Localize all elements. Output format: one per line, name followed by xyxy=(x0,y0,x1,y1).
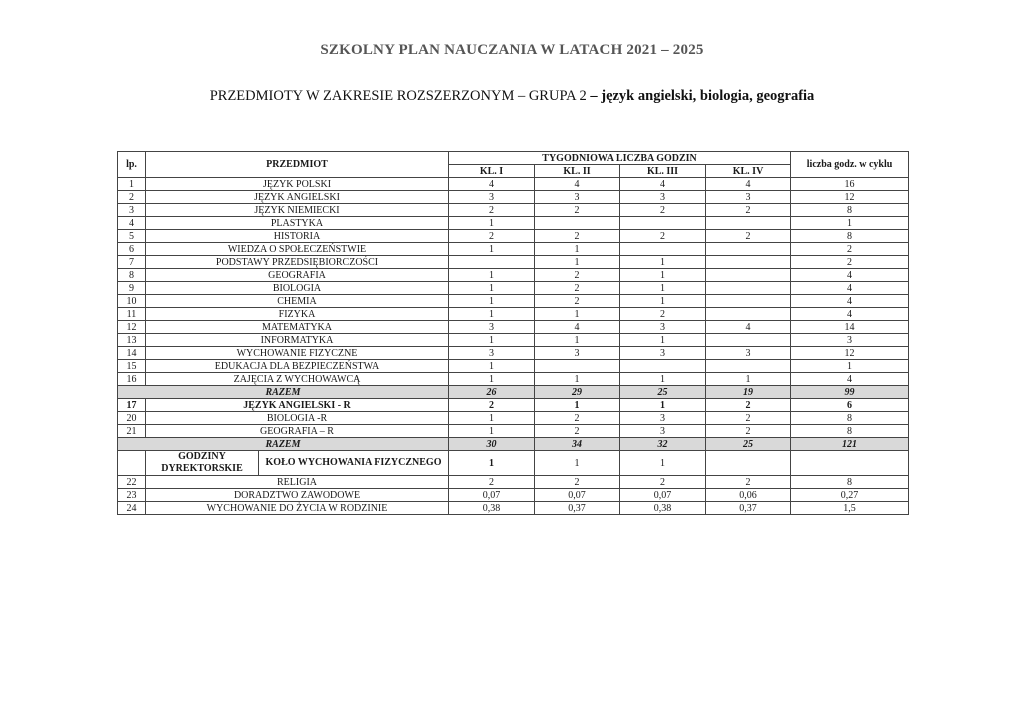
row-hours-k3: 1 xyxy=(620,334,706,347)
row-hours-k2: 1 xyxy=(535,243,620,256)
row-subject: RELIGIA xyxy=(146,476,449,489)
row-subject: CHEMIA xyxy=(146,295,449,308)
row-hours-k3: 1 xyxy=(620,399,706,412)
row-total: 1 xyxy=(791,217,909,230)
row-hours-k1: 2 xyxy=(449,204,535,217)
row-hours-k4: 2 xyxy=(706,399,791,412)
extended-row xyxy=(118,399,909,412)
row-subject: GEOGRAFIA xyxy=(146,269,449,282)
special-label-left xyxy=(118,451,146,476)
row-hours-k3: 0,07 xyxy=(620,489,706,502)
document-title: SZKOLNY PLAN NAUCZANIA W LATACH 2021 – 2025 xyxy=(320,42,704,58)
table-row xyxy=(118,476,909,489)
row-hours-k4 xyxy=(706,256,791,269)
row-hours-k3: 3 xyxy=(620,347,706,360)
row-total: 1 xyxy=(791,360,909,373)
row-subject: BIOLOGIA -R xyxy=(146,412,449,425)
header-subject: PRZEDMIOT xyxy=(146,152,449,178)
row-lp: 5 xyxy=(118,230,146,243)
row-lp: 15 xyxy=(118,360,146,373)
table-row xyxy=(118,282,909,295)
row-hours-k1: 1 xyxy=(449,334,535,347)
row-hours-k2: 2 xyxy=(535,295,620,308)
row-hours-k4: 19 xyxy=(706,386,791,399)
row-hours-k3: 2 xyxy=(620,230,706,243)
row-lp: 3 xyxy=(118,204,146,217)
row-hours-k1: 3 xyxy=(449,321,535,334)
row-hours-k1: 0,07 xyxy=(449,489,535,502)
table-row xyxy=(118,373,909,386)
plan-table xyxy=(117,151,909,515)
row-lp: 13 xyxy=(118,334,146,347)
row-hours-k1: 1 xyxy=(449,308,535,321)
row-hours-k1: 1 xyxy=(449,295,535,308)
row-hours-k4 xyxy=(706,334,791,347)
row-subject: JĘZYK POLSKI xyxy=(146,178,449,191)
row-hours-k1: 1 xyxy=(449,217,535,230)
row-subject: JĘZYK ANGIELSKI - R xyxy=(146,399,449,412)
special-label-directors: GODZINY DYREKTORSKIE xyxy=(161,451,243,474)
row-total: 8 xyxy=(791,425,909,438)
row-total: 4 xyxy=(791,269,909,282)
row-hours-k3: 2 xyxy=(620,476,706,489)
row-hours-k1: 0,38 xyxy=(449,502,535,515)
row-hours-k2: 1 xyxy=(535,308,620,321)
row-total: 8 xyxy=(791,204,909,217)
row-hours-k4: 2 xyxy=(706,204,791,217)
row-lp: 14 xyxy=(118,347,146,360)
row-hours-k2: 2 xyxy=(535,204,620,217)
table-row xyxy=(118,321,909,334)
row-total: 12 xyxy=(791,191,909,204)
row-total: 121 xyxy=(791,438,909,451)
row-lp: 23 xyxy=(118,489,146,502)
row-lp: 6 xyxy=(118,243,146,256)
table-row xyxy=(118,308,909,321)
row-hours-k4 xyxy=(706,295,791,308)
row-hours-k2 xyxy=(535,217,620,230)
header-total-hours: liczba godz. w cyklu xyxy=(791,152,909,178)
table-row xyxy=(118,347,909,360)
table-row xyxy=(118,334,909,347)
row-subject: JĘZYK NIEMIECKI xyxy=(146,204,449,217)
row-hours-k2: 1 xyxy=(535,373,620,386)
header-class-1: KL. I xyxy=(449,165,535,178)
row-hours-k3: 2 xyxy=(620,204,706,217)
row-hours-k1 xyxy=(449,256,535,269)
row-hours-k2: 2 xyxy=(535,230,620,243)
row-hours-k2: 3 xyxy=(535,191,620,204)
row-hours-k4 xyxy=(706,360,791,373)
table-row xyxy=(118,243,909,256)
header-class-3: KL. III xyxy=(620,165,706,178)
row-hours-k1: 26 xyxy=(449,386,535,399)
row-hours-k3: 1 xyxy=(620,295,706,308)
razem-label: RAZEM xyxy=(118,438,449,451)
row-total: 2 xyxy=(791,256,909,269)
row-hours-k3: 3 xyxy=(620,321,706,334)
row-total: 1,5 xyxy=(791,502,909,515)
row-hours-k3: 1 xyxy=(620,282,706,295)
row-subject: PODSTAWY PRZEDSIĘBIORCZOŚCI xyxy=(146,256,449,269)
row-lp: 24 xyxy=(118,502,146,515)
row-hours-k4: 4 xyxy=(706,178,791,191)
header-weekly-hours: TYGODNIOWA LICZBA GODZIN xyxy=(449,152,791,165)
row-total: 0,27 xyxy=(791,489,909,502)
row-total: 4 xyxy=(791,373,909,386)
row-lp: 2 xyxy=(118,191,146,204)
row-hours-k2: 2 xyxy=(535,282,620,295)
row-hours-k1: 1 xyxy=(449,360,535,373)
row-lp: 7 xyxy=(118,256,146,269)
header-class-2: KL. II xyxy=(535,165,620,178)
row-total: 16 xyxy=(791,178,909,191)
row-hours-k1: 4 xyxy=(449,178,535,191)
row-total: 4 xyxy=(791,282,909,295)
document-subtitle xyxy=(0,88,1024,105)
table-row xyxy=(118,204,909,217)
row-hours-k3: 4 xyxy=(620,178,706,191)
table-row xyxy=(118,489,909,502)
row-total: 8 xyxy=(791,230,909,243)
row-lp: 8 xyxy=(118,269,146,282)
row-hours-k3: 32 xyxy=(620,438,706,451)
row-hours-k2: 0,37 xyxy=(535,502,620,515)
row-hours-k1: 1 xyxy=(449,451,535,476)
row-subject: EDUKACJA DLA BEZPIECZEŃSTWA xyxy=(146,360,449,373)
row-hours-k3 xyxy=(620,217,706,230)
row-hours-k4: 2 xyxy=(706,476,791,489)
row-hours-k4: 1 xyxy=(706,373,791,386)
row-subject: DORADZTWO ZAWODOWE xyxy=(146,489,449,502)
row-total: 3 xyxy=(791,334,909,347)
row-lp: 21 xyxy=(118,425,146,438)
row-hours-k3: 3 xyxy=(620,425,706,438)
row-hours-k4: 0,37 xyxy=(706,502,791,515)
row-lp: 9 xyxy=(118,282,146,295)
table-row xyxy=(118,256,909,269)
row-hours-k2: 1 xyxy=(535,334,620,347)
row-hours-k2: 34 xyxy=(535,438,620,451)
table-body xyxy=(118,178,909,515)
row-lp: 17 xyxy=(118,399,146,412)
row-hours-k1: 1 xyxy=(449,373,535,386)
row-hours-k3: 2 xyxy=(620,308,706,321)
table-row xyxy=(118,191,909,204)
row-hours-k1: 1 xyxy=(449,243,535,256)
row-hours-k4: 25 xyxy=(706,438,791,451)
row-hours-k4 xyxy=(706,243,791,256)
header-lp: lp. xyxy=(118,152,146,178)
row-hours-k1: 1 xyxy=(449,412,535,425)
row-lp: 11 xyxy=(118,308,146,321)
row-lp: 10 xyxy=(118,295,146,308)
row-hours-k2: 3 xyxy=(535,347,620,360)
row-subject: ZAJĘCIA Z WYCHOWAWCĄ xyxy=(146,373,449,386)
table-row xyxy=(118,217,909,230)
row-hours-k1: 30 xyxy=(449,438,535,451)
row-subject: WYCHOWANIE FIZYCZNE xyxy=(146,347,449,360)
row-hours-k2: 2 xyxy=(535,476,620,489)
row-hours-k3: 1 xyxy=(620,269,706,282)
row-hours-k4 xyxy=(706,217,791,230)
row-hours-k3: 1 xyxy=(620,373,706,386)
row-total: 4 xyxy=(791,295,909,308)
row-hours-k3 xyxy=(620,243,706,256)
row-hours-k1: 3 xyxy=(449,191,535,204)
row-hours-k1: 2 xyxy=(449,399,535,412)
row-hours-k3: 3 xyxy=(620,412,706,425)
row-hours-k4 xyxy=(706,451,791,476)
row-hours-k1: 1 xyxy=(449,269,535,282)
row-subject: WYCHOWANIE DO ŻYCIA W RODZINIE xyxy=(146,502,449,515)
row-lp: 16 xyxy=(118,373,146,386)
row-hours-k2: 1 xyxy=(535,451,620,476)
row-total xyxy=(791,451,909,476)
row-hours-k4 xyxy=(706,269,791,282)
row-hours-k2: 4 xyxy=(535,321,620,334)
special-label-club: KOŁO WYCHOWANIA FIZYCZNEGO xyxy=(258,451,448,475)
row-hours-k2: 2 xyxy=(535,425,620,438)
row-total: 14 xyxy=(791,321,909,334)
row-hours-k2: 4 xyxy=(535,178,620,191)
row-lp: 1 xyxy=(118,178,146,191)
row-total: 8 xyxy=(791,412,909,425)
special-row xyxy=(118,451,909,476)
row-lp: 22 xyxy=(118,476,146,489)
row-subject: JĘZYK ANGIELSKI xyxy=(146,191,449,204)
row-lp: 12 xyxy=(118,321,146,334)
row-hours-k4: 0,06 xyxy=(706,489,791,502)
row-hours-k4: 2 xyxy=(706,425,791,438)
razem-label: RAZEM xyxy=(118,386,449,399)
row-subject: INFORMATYKA xyxy=(146,334,449,347)
header-class-4: KL. IV xyxy=(706,165,791,178)
row-total: 2 xyxy=(791,243,909,256)
row-total: 99 xyxy=(791,386,909,399)
table-row xyxy=(118,295,909,308)
table-row xyxy=(118,269,909,282)
row-hours-k4 xyxy=(706,282,791,295)
row-hours-k1: 2 xyxy=(449,230,535,243)
razem-row xyxy=(118,438,909,451)
row-total: 8 xyxy=(791,476,909,489)
row-hours-k3 xyxy=(620,360,706,373)
subtitle-bold: – język angielski, biologia, geografia xyxy=(590,88,815,104)
row-hours-k4: 3 xyxy=(706,191,791,204)
row-subject: BIOLOGIA xyxy=(146,282,449,295)
table-row xyxy=(118,360,909,373)
row-subject: GEOGRAFIA – R xyxy=(146,425,449,438)
row-hours-k4: 2 xyxy=(706,230,791,243)
razem-row xyxy=(118,386,909,399)
row-hours-k2: 0,07 xyxy=(535,489,620,502)
row-hours-k2 xyxy=(535,360,620,373)
row-total: 12 xyxy=(791,347,909,360)
row-hours-k1: 1 xyxy=(449,425,535,438)
row-total: 6 xyxy=(791,399,909,412)
row-subject: HISTORIA xyxy=(146,230,449,243)
row-hours-k2: 29 xyxy=(535,386,620,399)
extended-row xyxy=(118,412,909,425)
row-hours-k2: 2 xyxy=(535,269,620,282)
row-hours-k3: 25 xyxy=(620,386,706,399)
row-hours-k3: 3 xyxy=(620,191,706,204)
row-lp: 4 xyxy=(118,217,146,230)
row-total: 4 xyxy=(791,308,909,321)
row-hours-k1: 3 xyxy=(449,347,535,360)
row-hours-k1: 2 xyxy=(449,476,535,489)
row-hours-k2: 1 xyxy=(535,399,620,412)
row-hours-k3: 1 xyxy=(620,256,706,269)
table-row xyxy=(118,502,909,515)
special-label-wrap xyxy=(146,451,449,476)
table-row xyxy=(118,178,909,191)
row-hours-k2: 1 xyxy=(535,256,620,269)
row-subject: MATEMATYKA xyxy=(146,321,449,334)
extended-row xyxy=(118,425,909,438)
row-hours-k4: 3 xyxy=(706,347,791,360)
row-hours-k1: 1 xyxy=(449,282,535,295)
row-hours-k3: 0,38 xyxy=(620,502,706,515)
row-lp: 20 xyxy=(118,412,146,425)
subtitle-regular: PRZEDMIOTY W ZAKRESIE ROZSZERZONYM – GRUPA 2 xyxy=(209,88,591,104)
row-hours-k2: 2 xyxy=(535,412,620,425)
row-hours-k4: 2 xyxy=(706,412,791,425)
row-subject: FIZYKA xyxy=(146,308,449,321)
row-hours-k4 xyxy=(706,308,791,321)
table-row xyxy=(118,230,909,243)
row-hours-k4: 4 xyxy=(706,321,791,334)
row-subject: WIEDZA O SPOŁECZEŃSTWIE xyxy=(146,243,449,256)
row-subject: PLASTYKA xyxy=(146,217,449,230)
row-hours-k3: 1 xyxy=(620,451,706,476)
